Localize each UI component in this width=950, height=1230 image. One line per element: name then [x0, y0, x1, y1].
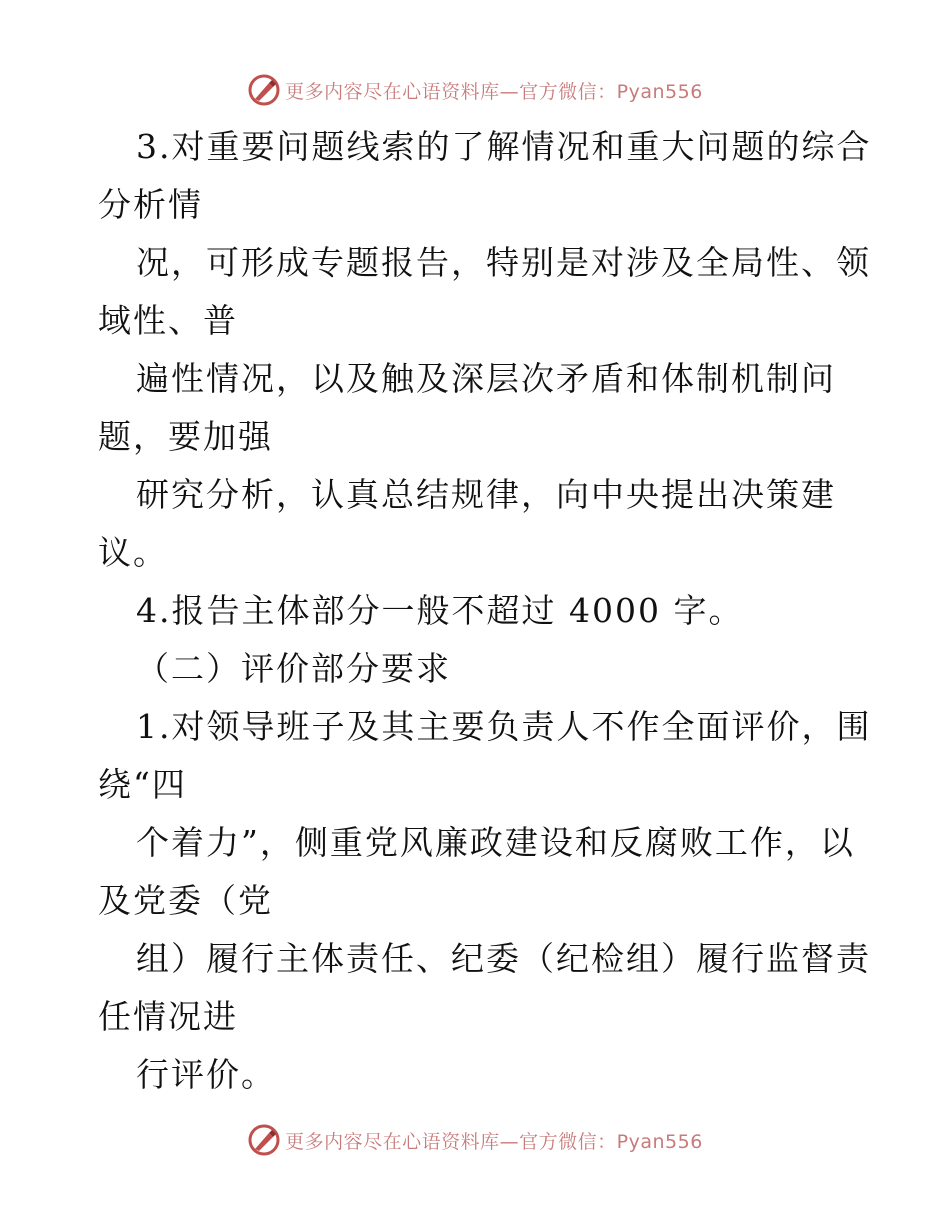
- text-line: 遍性情况，以及触及深层次矛盾和体制机制问: [136, 359, 836, 398]
- text-line: 组）履行主体责任、纪委（纪检组）履行监督责: [136, 939, 871, 978]
- watermark-text: 更多内容尽在心语资料库—官方微信：Pyan556: [285, 80, 703, 103]
- text-line: 1.对领导班子及其主要负责人不作全面评价，围: [136, 707, 872, 746]
- text-line: 研究分析，认真总结规律，向中央提出决策建: [136, 475, 836, 514]
- text-line: 况，可形成专题报告，特别是对涉及全局性、领: [136, 243, 871, 282]
- watermark-footer: [0, 1120, 950, 1160]
- watermark-header: [0, 70, 950, 110]
- text-line: 分析情: [98, 185, 203, 224]
- text-line: 任情况进: [98, 997, 238, 1036]
- text-line: 绕“四: [98, 765, 187, 804]
- text-line: 题，要加强: [98, 417, 273, 456]
- pen-logo-icon: [247, 1123, 281, 1157]
- text-line: 4.报告主体部分一般不超过 4000 字。: [136, 591, 744, 630]
- text-line: 域性、普: [98, 301, 238, 340]
- text-line: 议。: [98, 533, 168, 572]
- text-line: 3.对重要问题线索的了解情况和重大问题的综合: [136, 127, 872, 166]
- watermark-text: 更多内容尽在心语资料库—官方微信：Pyan556: [285, 1130, 703, 1153]
- text-line: 行评价。: [136, 1055, 276, 1094]
- section-heading: （二）评价部分要求: [136, 649, 451, 688]
- text-line: 个着力”，侧重党风廉政建设和反腐败工作，以: [136, 823, 855, 862]
- pen-logo-icon: [247, 73, 281, 107]
- text-line: 及党委（党: [98, 881, 273, 920]
- document-body: [98, 118, 872, 1104]
